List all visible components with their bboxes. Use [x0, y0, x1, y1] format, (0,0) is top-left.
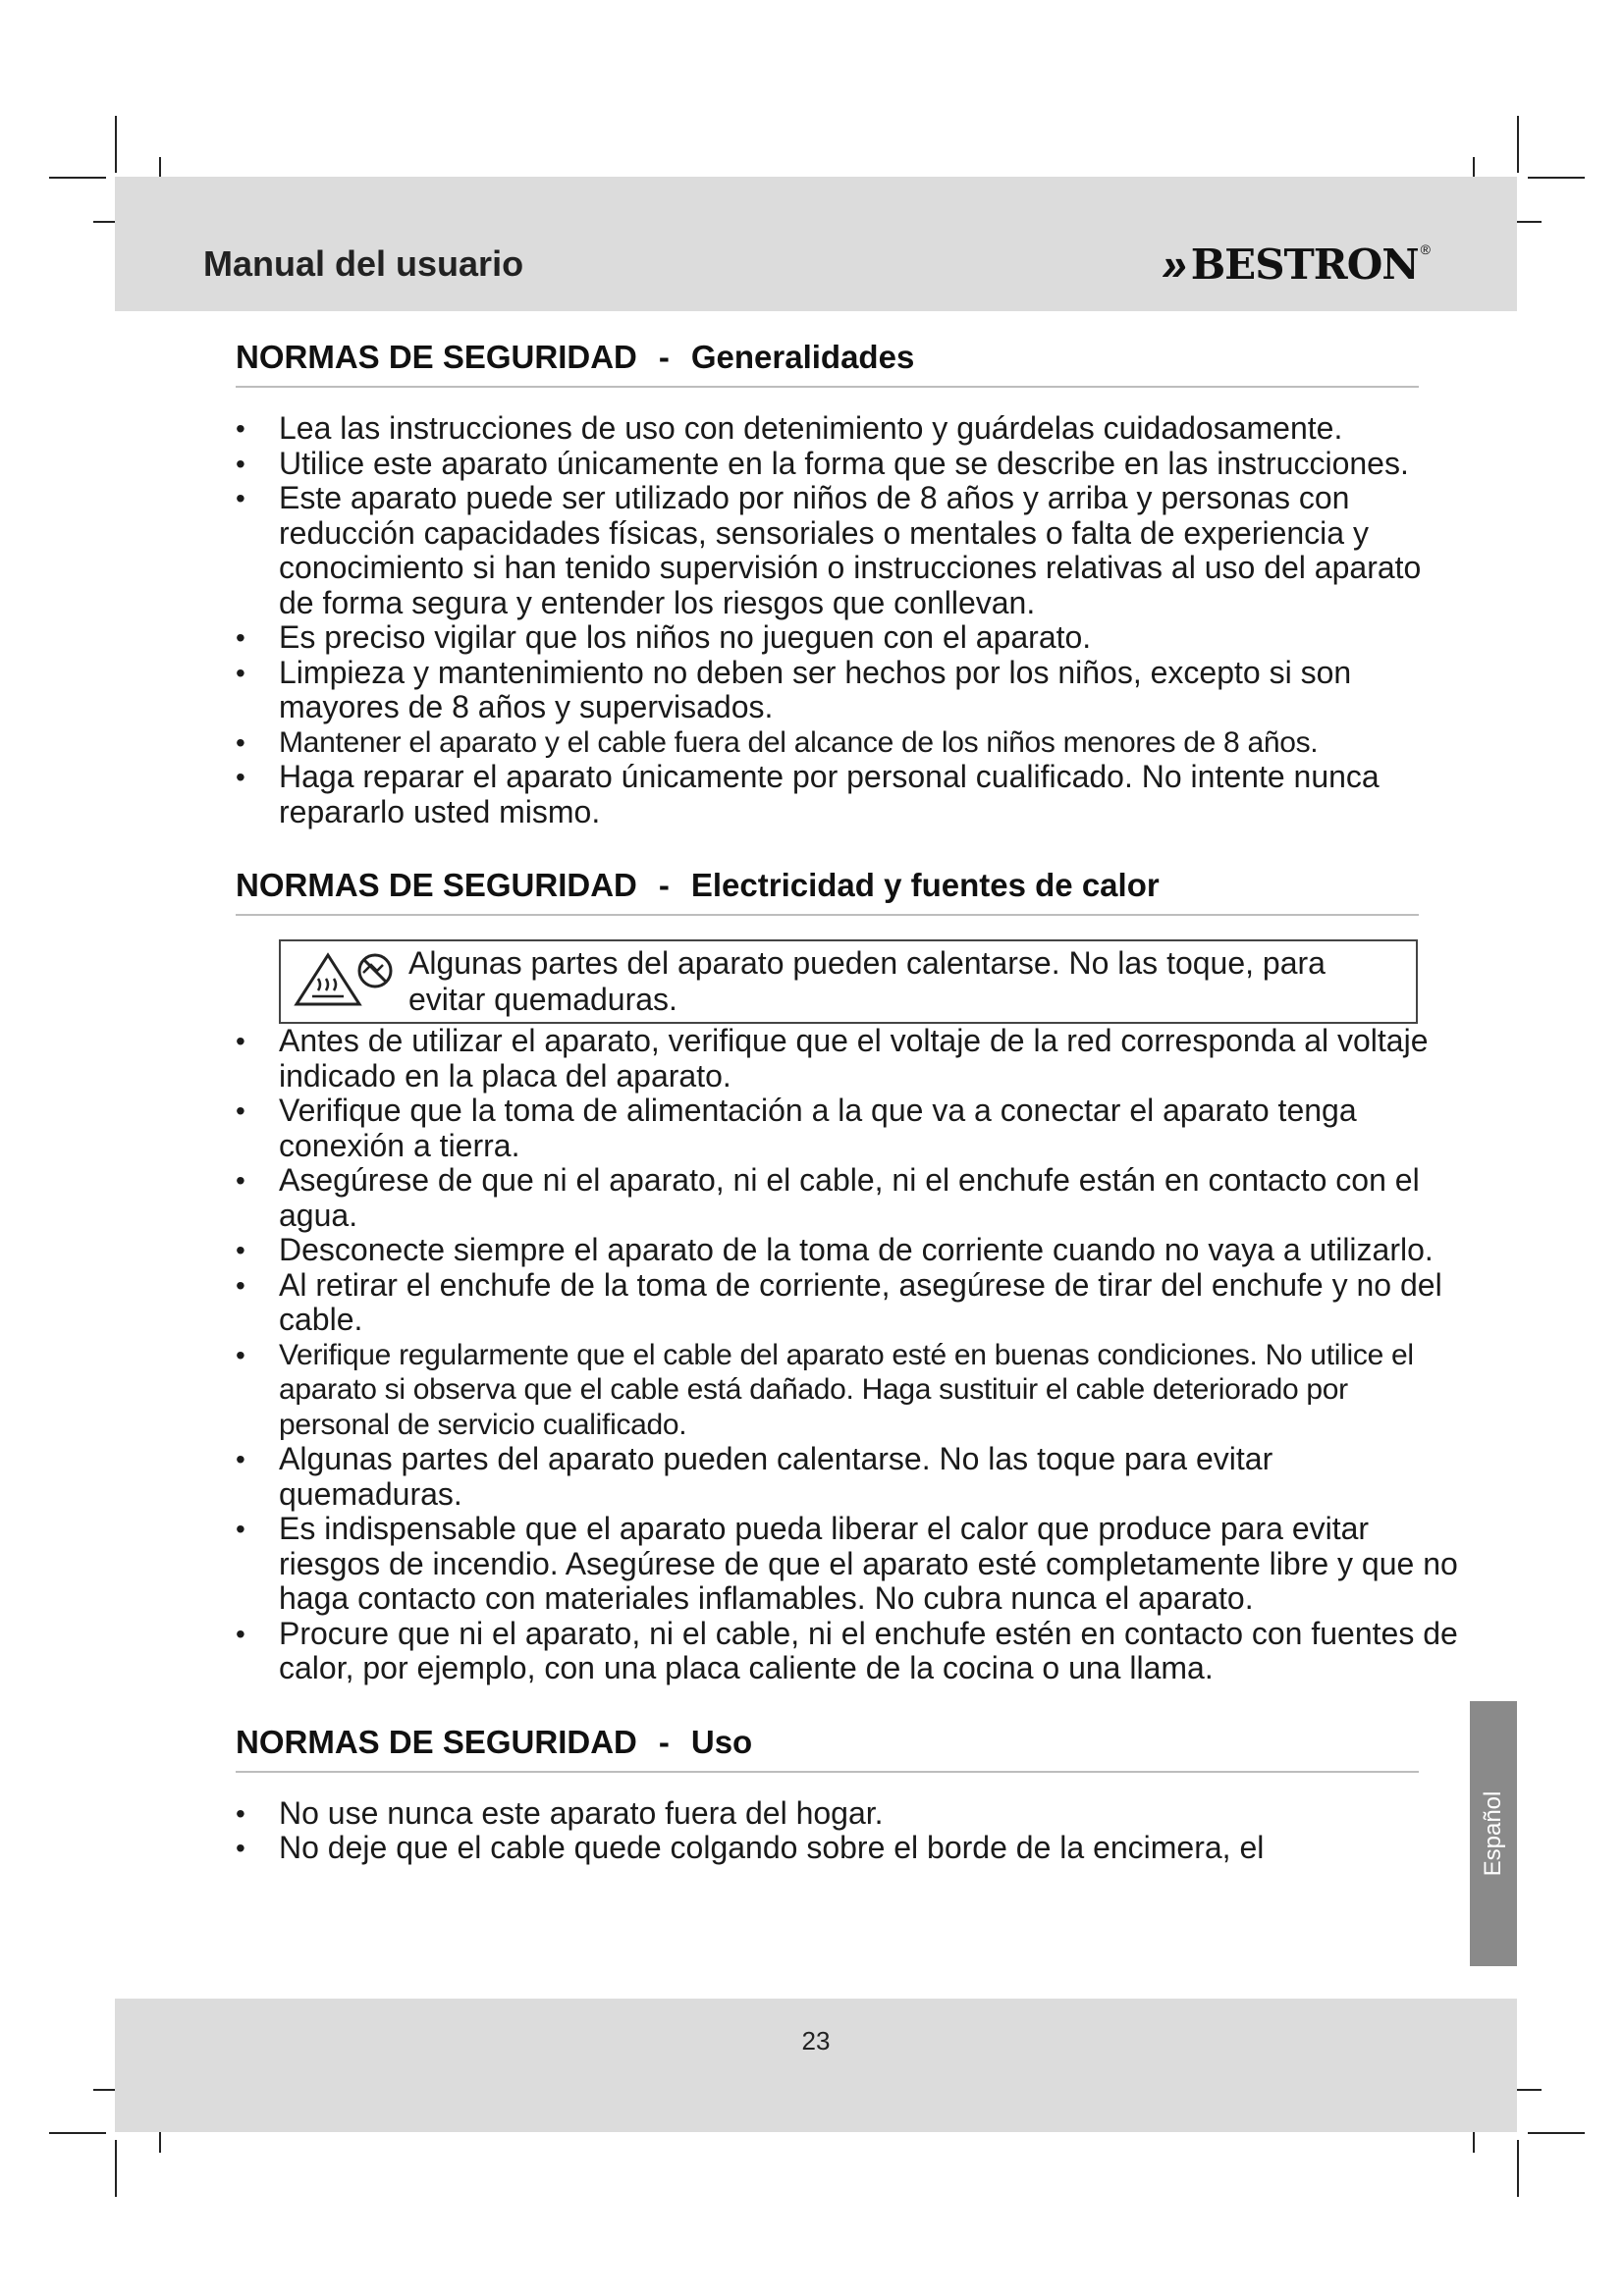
brand-logo: [1162, 238, 1431, 291]
bullet-list: [236, 411, 1463, 829]
list-item: • Al retirar el enchufe de la toma de corriente, asegúrese de tirar del enchufe y no del cable.: [236, 1268, 1463, 1338]
list-item: • Limpieza y mantenimiento no deben ser hechos por los niños, excepto si son mayores de 8 años y supervisados.: [236, 656, 1463, 725]
list-item: • Verifique regularmente que el cable del aparato esté en buenas condiciones. No utilice el aparato si observa que el cable está dañado. Haga sustituir el cable deteriorado por personal de servicio cualificado.: [236, 1338, 1463, 1443]
language-label: Español: [1480, 1790, 1506, 1877]
language-tab: [1470, 1701, 1517, 1966]
crop-mark: [1528, 2132, 1585, 2134]
main-content: [236, 339, 1463, 1903]
page-header: [115, 177, 1517, 311]
list-item: • Este aparato puede ser utilizado por niños de 8 años y arriba y personas con reducción capacidades físicas, sensoriales o mentales o falta de experiencia y conocimiento si han tenido supervisión o instrucciones relativas al uso del aparato de forma segura y entender los riesgos que conllevan.: [236, 481, 1463, 620]
list-item: • Mantener el aparato y el cable fuera del alcance de los niños menores de 8 años.: [236, 725, 1463, 761]
list-item: • Es indispensable que el aparato pueda liberar el calor que produce para evitar riesgos de incendio. Asegúrese de que el aparato esté completamente libre y que no haga contacto con materiales inflamables. No cubra nunca el aparato.: [236, 1512, 1463, 1617]
warning-text: Algunas partes del aparato pueden calentarse. No las toque, para evitar quemaduras.: [408, 945, 1326, 1017]
list-item: • Lea las instrucciones de uso con detenimiento y guárdelas cuidadosamente.: [236, 411, 1463, 447]
list-item: • Asegúrese de que ni el aparato, ni el cable, ni el enchufe están en contacto con el agua.: [236, 1163, 1463, 1233]
crop-mark: [115, 116, 117, 173]
page-title: Manual del usuario: [203, 243, 524, 284]
list-item: • Utilice este aparato únicamente en la forma que se describe en las instrucciones.: [236, 447, 1463, 482]
list-item: • Es preciso vigilar que los niños no jueguen con el aparato.: [236, 620, 1463, 656]
hot-surface-warning-icon: [293, 949, 401, 1008]
page-number: 23: [801, 2026, 831, 2056]
hot-surface-warning: [279, 939, 1418, 1024]
crop-mark: [115, 2140, 117, 2197]
crop-mark: [1517, 2140, 1519, 2197]
list-item: • Procure que ni el aparato, ni el cable, ni el enchufe estén en contacto con fuentes de calor, por ejemplo, con una placa caliente de la cocina o una llama.: [236, 1617, 1463, 1686]
list-item: • No deje que el cable quede colgando sobre el borde de la encimera, el: [236, 1831, 1463, 1866]
page-footer: [115, 1999, 1517, 2132]
brand-name: BESTRON: [1190, 240, 1419, 289]
brand-mark-icon: »: [1162, 239, 1179, 290]
registered-mark: ®: [1420, 241, 1431, 257]
crop-mark: [1528, 177, 1585, 179]
bullet-list: [236, 1024, 1463, 1686]
section-title: NORMAS DE SEGURIDAD - Uso: [236, 1724, 1419, 1773]
bullet-list: [236, 1796, 1463, 1866]
list-item: • Haga reparar el aparato únicamente por personal cualificado. No intente nunca repararlo usted mismo.: [236, 760, 1463, 829]
list-item: • Desconecte siempre el aparato de la toma de corriente cuando no vaya a utilizarlo.: [236, 1233, 1463, 1268]
list-item: • Antes de utilizar el aparato, verifique que el voltaje de la red corresponda al voltaje indicado en la placa del aparato.: [236, 1024, 1463, 1094]
crop-mark: [49, 2132, 106, 2134]
list-item: • Algunas partes del aparato pueden calentarse. No las toque para evitar quemaduras.: [236, 1442, 1463, 1512]
crop-mark: [1517, 116, 1519, 173]
section-title: NORMAS DE SEGURIDAD - Electricidad y fuentes de calor: [236, 867, 1419, 916]
list-item: • Verifique que la toma de alimentación a la que va a conectar el aparato tenga conexión a tierra.: [236, 1094, 1463, 1163]
list-item: • No use nunca este aparato fuera del hogar.: [236, 1796, 1463, 1832]
section-title: NORMAS DE SEGURIDAD - Generalidades: [236, 339, 1419, 388]
crop-mark: [49, 177, 106, 179]
